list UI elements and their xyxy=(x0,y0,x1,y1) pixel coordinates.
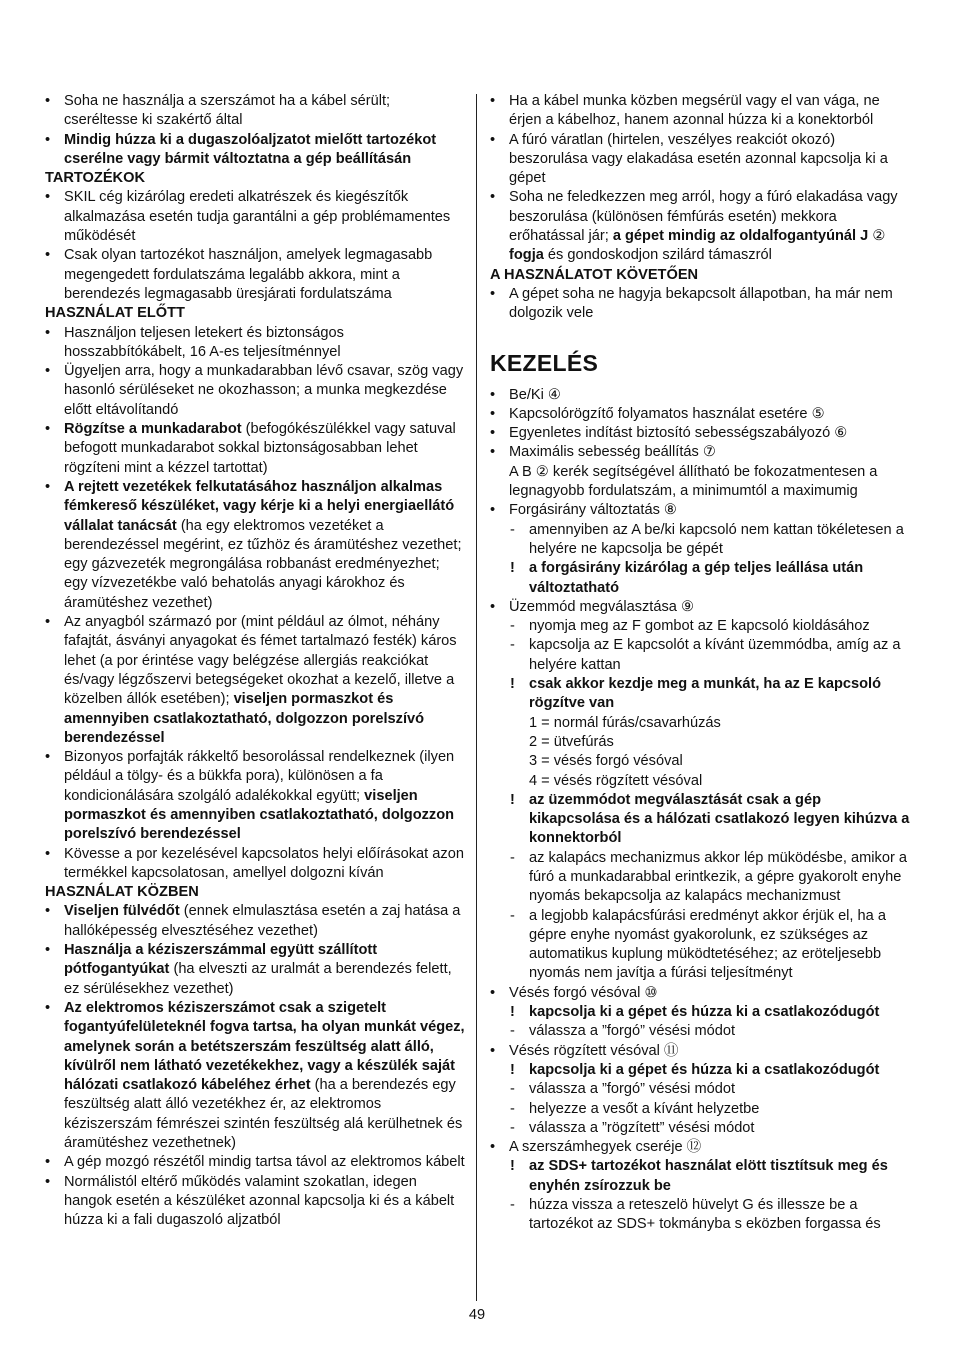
text-span: A rejtett vezetékek felkutatásához használjon alkalmas fémkereső készüléket, vagy kérje ki a helyi energiaellátó vállalat tanácsát xyxy=(64,478,455,534)
bullet-item xyxy=(490,285,912,324)
text-span: válassza a ”rögzített” vésési módot xyxy=(529,1119,755,1136)
text-span: KEZELÉS xyxy=(490,349,599,376)
bullet-item xyxy=(45,902,467,941)
section-heading xyxy=(45,169,467,188)
text-span: ② xyxy=(872,228,886,245)
bullet-item xyxy=(45,1153,467,1172)
text-span: Használjon teljesen letekert és biztonságos hosszabbítókábelt, 16 A-es teljesítménnyel xyxy=(64,324,344,360)
bullet-item xyxy=(45,92,467,131)
bullet-item xyxy=(490,1138,912,1157)
bullet-item xyxy=(45,613,467,748)
text-span: a legjobb kalapácsfúrási eredményt akkor érjük el, ha a gépre enyhe nyomást gyakorolunk, ez szükséges az automatikus kuplung müködtetéséhez; az eröteljesebb nyomás nem javítja a fúrási teljesítményt xyxy=(529,907,886,982)
section-heading xyxy=(45,304,467,323)
bullet-item xyxy=(45,324,467,363)
text-span: Be/Ki ④ xyxy=(509,386,562,403)
warning-item xyxy=(490,1157,912,1196)
text-span: az kalapács mechanizmus akkor lép müködésbe, amikor a fúró a munkadarabbal erintkezik, a gépre gyakorolt enyhe nyomás bekapcsolja az kalapács mechanizmust xyxy=(529,849,907,905)
right-column xyxy=(490,92,912,1235)
warning-item xyxy=(490,791,912,849)
text-span: kapcsolja az E kapcsolót a kívánt üzemmódba, amíg az a helyére kattan xyxy=(529,637,901,673)
bullet-item xyxy=(490,1042,912,1061)
text-span: Kövesse a por kezelésével kapcsolatos helyi előírásokat azon termékkel kapcsolatosan, amellyel dolgozni kíván xyxy=(64,845,464,881)
section-heading xyxy=(45,883,467,902)
text-span: a gépet mindig az oldalfogantyúnál J xyxy=(612,228,873,245)
sub-item xyxy=(490,521,912,560)
bullet-item xyxy=(45,941,467,999)
text-span: 3 = vésés forgó vésóval xyxy=(529,753,683,770)
text-span: Vésés rögzített vésóval ⑪ xyxy=(509,1042,679,1059)
left-column xyxy=(45,92,467,1231)
section-title xyxy=(490,348,912,378)
text-span: (ennek elmulasztása esetén a zaj hatása a hallóképesség elvesztéséhez vezethet) xyxy=(64,903,461,939)
sub-item xyxy=(490,1100,912,1119)
mode-line xyxy=(490,733,912,752)
bullet-item xyxy=(490,188,912,265)
text-span: A gép mozgó részétől mindig tartsa távol az elektromos kábelt xyxy=(64,1154,465,1171)
text-span: Soha ne feledkezzen meg arról, hogy a fúró elakadása vagy beszorulása (különösen fémfúrás esetén) mekkora erőhatással jár; xyxy=(509,189,898,245)
text-span: A fúró váratlan (hirtelen, veszélyes reakciót okozó) beszorulása vagy elakadása esetén azonnal kapcsolja ki a gépet xyxy=(509,131,888,187)
text-span: válassza a ”forgó” vésési módot xyxy=(529,1081,736,1098)
bullet-item xyxy=(45,131,467,170)
text-span: fogja xyxy=(509,247,544,264)
column-divider xyxy=(476,94,477,1301)
bullet-item xyxy=(490,405,912,424)
text-span: helyezze a vesőt a kívánt helyzetbe xyxy=(529,1100,760,1117)
text-span: amennyiben az A be/ki kapcsoló nem kattan tökéletesen a helyére ne kapcsolja be gépét xyxy=(529,521,904,557)
text-span: kapcsolja ki a gépet és húzza ki a csatlakozódugót xyxy=(529,1004,880,1021)
sub-item xyxy=(490,1022,912,1041)
text-span: Normálistól eltérő működés valamint szokatlan, idegen hangok esetén a készüléket azonnal kapcsolja ki és a kábelt húzza ki a fali dugaszoló aljzatból xyxy=(64,1173,455,1229)
sub-item xyxy=(490,636,912,675)
text-span: Viseljen fülvédőt xyxy=(64,903,180,920)
text-span: Használja a kéziszerszámmal együtt szállított pótfogantyúkat xyxy=(64,942,378,978)
bullet-continuation xyxy=(490,463,912,502)
text-span: SKIL cég kizárólag eredeti alkatrészek és kiegészítők alkalmazása esetén tudja garantálni a gép problémamentes működését xyxy=(64,189,451,245)
bullet-item xyxy=(45,362,467,420)
text-span: az SDS+ tartozékot használat elött tisztítsuk meg és enyhén zsírozzuk be xyxy=(529,1158,888,1194)
mode-line xyxy=(490,714,912,733)
text-span: Forgásirány változtatás ⑧ xyxy=(509,502,678,519)
text-span: TARTOZÉKOK xyxy=(45,170,145,187)
warning-item xyxy=(490,1061,912,1080)
warning-item xyxy=(490,1003,912,1022)
sub-item xyxy=(490,907,912,984)
text-span: nyomja meg az F gombot az E kapcsoló kioldásához xyxy=(529,618,870,635)
bullet-item xyxy=(490,386,912,405)
bullet-item xyxy=(490,131,912,189)
text-span: Mindig húzza ki a dugaszolóaljzatot mielőtt tartozékot cserélne vagy bármit változtatna a gép beállításán xyxy=(64,131,437,167)
bullet-item xyxy=(490,984,912,1003)
text-span: Az elektromos kéziszerszámot csak a szigetelt fogantyúfelületeknél fogva tartsa, ha olyan munkát végez, amelynek során a betétszerszám feszültség alatt álló, kívülről nem látható vezetékekhez, vagy a készülék saját hálózati csatlakozó kábeléhez érhet xyxy=(64,999,465,1094)
bullet-item xyxy=(45,420,467,478)
text-span: Ügyeljen arra, hogy a munkadarabban lévő csavar, szög vagy hasonló sérüléseket ne okozhasson; a munka megkezdése előtt eltávolítandó xyxy=(64,363,464,418)
text-span: a forgásirány kizárólag a gép teljes leállása után változtatható xyxy=(529,560,864,596)
text-span: Kapcsolórögzítő folyamatos használat esetére ⑤ xyxy=(509,405,825,422)
text-span: viseljen pormaszkot és amennyiben csatlakoztatható, dolgozzon porelszívó berendezéssel xyxy=(64,787,455,843)
mode-line xyxy=(490,752,912,771)
sub-item xyxy=(490,1080,912,1099)
text-span: HASZNÁLAT ELŐTT xyxy=(45,305,185,322)
text-span: 1 = normál fúrás/csavarhúzás xyxy=(529,714,721,731)
sub-item xyxy=(490,617,912,636)
bullet-item xyxy=(45,1173,467,1231)
page-number: 49 xyxy=(468,1307,486,1323)
sub-item xyxy=(490,1196,912,1235)
text-span: csak akkor kezdje meg a munkát, ha az E kapcsoló rögzítve van xyxy=(529,676,882,712)
warning-item xyxy=(490,559,912,598)
text-span: (befogókészülékkel vagy satuval befogott munkadarabot sokkal biztonságosabban lehet rögzíteni mint a kézzel tartottat) xyxy=(64,421,456,476)
text-span: Maximális sebesség beállítás ⑦ xyxy=(509,444,716,461)
text-span: Ha a kábel munka közben megsérül vagy el van vága, ne érjen a kábelhoz, hanem azonnal húzza ki a konektorból xyxy=(509,93,880,129)
sub-item xyxy=(490,1119,912,1138)
bullet-item xyxy=(490,424,912,443)
text-span: (ha egy elektromos vezetéket a berendezéssel megérint, ez tűzhöz és áramütéshez vezethet; egy gázvezeték megrongálása robbanást eredményezhet; egy vízvezetékbe való behatolás anyagi károkhoz és áramütéshez vezethet) xyxy=(64,517,462,611)
text-span: HASZNÁLAT KÖZBEN xyxy=(45,884,199,901)
bullet-item xyxy=(45,845,467,884)
bullet-item xyxy=(490,598,912,617)
text-span: (ha elveszti az uralmát a berendezés felett, ez sérülésekhez vezethet) xyxy=(64,961,452,997)
warning-item xyxy=(490,675,912,714)
text-span: 2 = ütvefúrás xyxy=(529,733,614,750)
bullet-item xyxy=(490,92,912,131)
text-span: 4 = vésés rögzített vésóval xyxy=(529,772,703,789)
text-span: (ha a berendezés egy feszültség alatt álló vezetékhez ér, az elektromos kéziszerszám fémrészei szintén feszültség alá kerülhetnek és áramütéshez vezethetnek) xyxy=(64,1077,463,1152)
text-span: válassza a ”forgó” vésési módot xyxy=(529,1023,736,1040)
text-span: az üzemmódot megválasztását csak a gép kikapcsolása és a hálózati csatlakozó legyen kihúzva a konnektorból xyxy=(529,791,910,847)
text-span: húzza vissza a reteszelö hüvelyt G és illessze be a tartozékot az SDS+ tokmányba s eközben forgassa és xyxy=(529,1197,881,1233)
bullet-item xyxy=(45,478,467,613)
bullet-item xyxy=(45,748,467,844)
mode-line xyxy=(490,772,912,791)
bullet-item xyxy=(45,188,467,246)
text-span: Rögzítse a munkadarabot xyxy=(64,421,242,438)
text-span: Egyenletes indítást biztosító sebességszabályozó ⑥ xyxy=(509,425,848,442)
text-span: Soha ne használja a szerszámot ha a kábel sérült; cseréltesse ki szakértő által xyxy=(64,93,391,129)
section-heading xyxy=(490,266,912,285)
text-span: A B ② kerék segítségével állítható be fokozatmentesen a legnagyobb fordulatszám, a minimumtól a maximumig xyxy=(509,463,878,500)
text-span: kapcsolja ki a gépet és húzza ki a csatlakozódugót xyxy=(529,1061,880,1078)
sub-item xyxy=(490,849,912,907)
text-span: A gépet soha ne hagyja bekapcsolt állapotban, ha már nem dolgozik vele xyxy=(509,285,893,322)
text-span: Az anyagból származó por (mint például az ólmot, néhány fafajtát, ásványi anyagokat és fémet tartalmazó festék) káros lehet (a por érintése vagy belégzése allergiás reakciókat és/vagy légzőszervi betegségeket okozhat a kezelő, illetve a közelben állók esetében); xyxy=(64,614,457,708)
text-span: Bizonyos porfajták rákkeltő besorolással rendelkeznek (ilyen például a tölgy- és a bükkfa pora), különösen a fa kondicionálására szolgáló adalékokkal együtt; xyxy=(64,749,455,804)
text-span: viseljen pormaszkot és amennyiben csatlakoztatható, dolgozzon porelszívó berendezéssel xyxy=(64,691,425,746)
text-span: Csak olyan tartozékot használjon, amelyek legmagasabb megengedett fordulatszáma legalább akkora, mint a berendezés legmagasabb üresjárati fordulatszáma xyxy=(64,247,433,302)
text-span: Vésés forgó vésóval ⑩ xyxy=(509,984,658,1001)
bullet-item xyxy=(490,443,912,462)
text-span: és gondoskodjon szilárd támaszról xyxy=(543,247,772,264)
text-span: A HASZNÁLATOT KÖVETŐEN xyxy=(490,266,699,283)
text-span: A szerszámhegyek cseréje ⑫ xyxy=(509,1139,702,1156)
bullet-item xyxy=(45,999,467,1153)
text-span: Üzemmód megválasztása ⑨ xyxy=(509,598,695,615)
bullet-item xyxy=(45,246,467,304)
bullet-item xyxy=(490,501,912,520)
